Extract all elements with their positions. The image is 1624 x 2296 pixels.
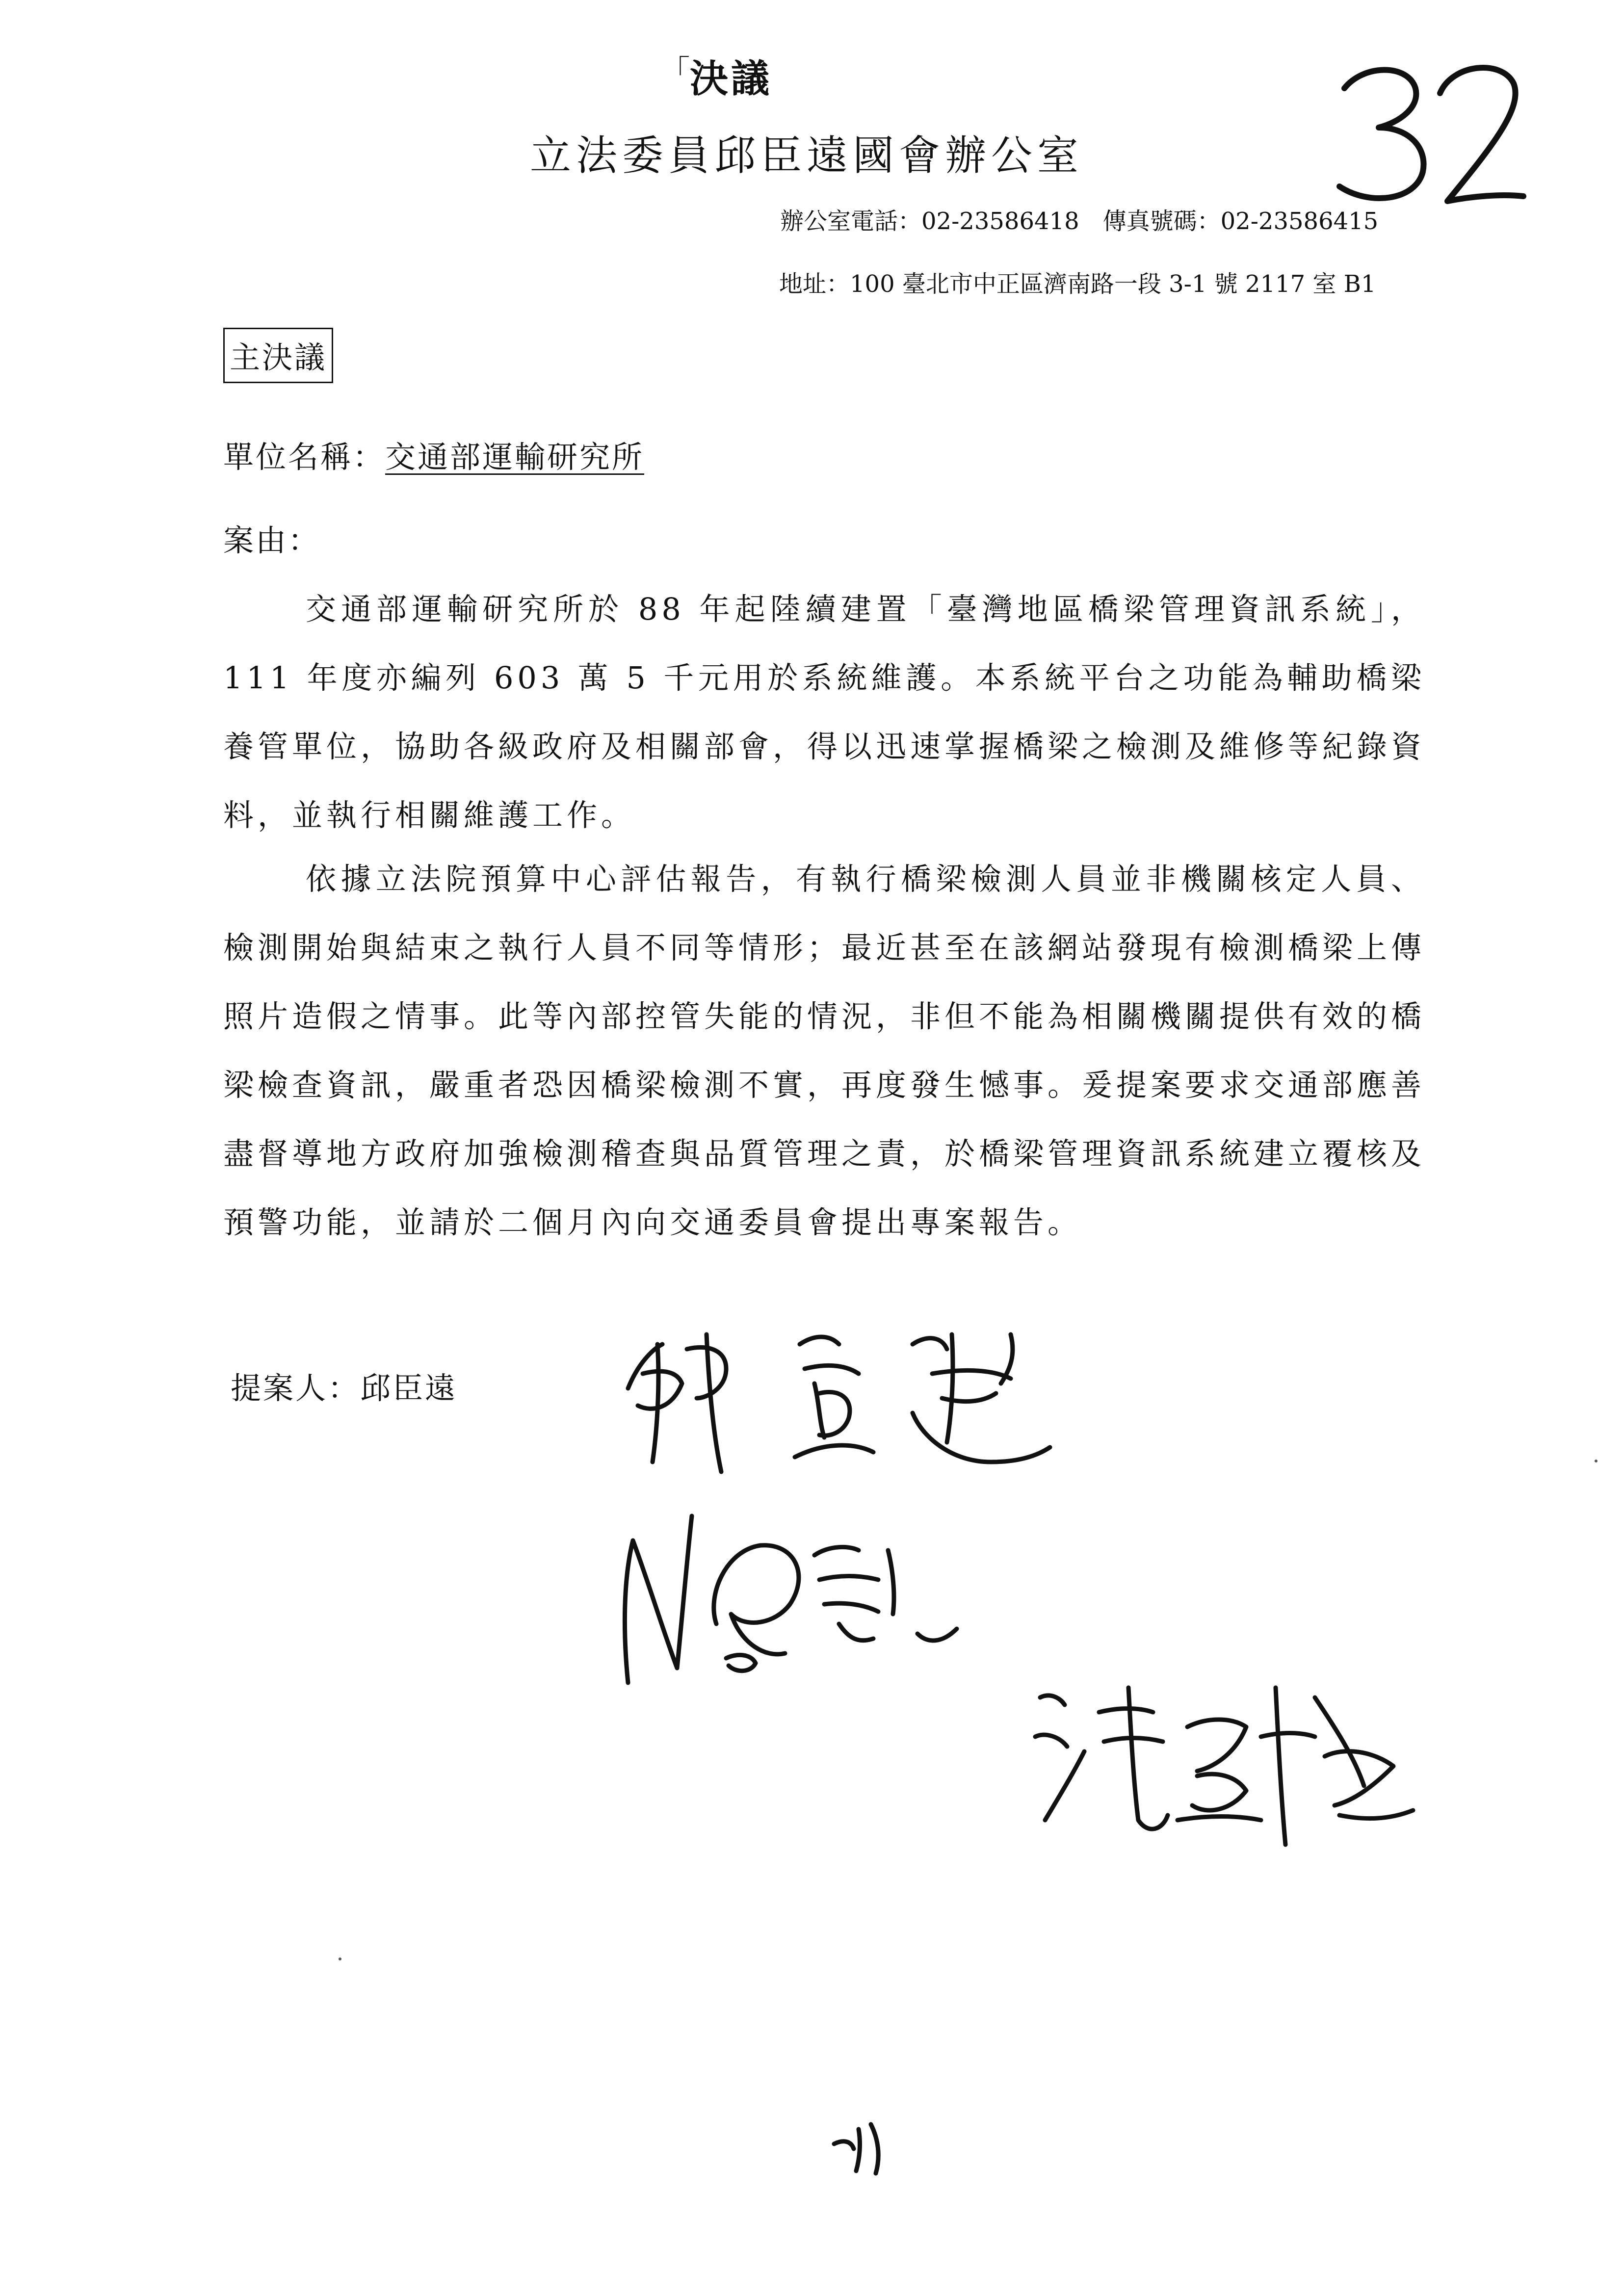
stamp-text: 決議: [690, 57, 773, 101]
unit-value: 交通部運輸研究所: [385, 439, 645, 475]
scan-speck: [339, 1957, 341, 1960]
phone-fax-line: 辦公室電話：02-23586418 傳真號碼：02-23586415: [780, 208, 1379, 235]
page-number-strokes: [1339, 68, 1523, 201]
reason-paragraph-2: 依據立法院預算中心評估報告，有執行橋梁檢測人員並非機關核定人員、檢測開始與結束之執行人員不同等情形；最近甚至在該網站發現有檢測橋梁上傳照片造假之情事。此等內部控管失能的情況，非但不能為相關機關提供有效的橋梁檢查資訊，嚴重者恐因橋梁檢測不實，再度發生憾事。爰提案要求交通部應善盡督導地方政府加強檢測稽查與品質管理之責，於橋梁管理資訊系統建立覆核及預警功能，並請於二個月內向交通委員會提出專案報告。: [223, 861, 1426, 1240]
unit-label: 單位名稱：: [223, 439, 386, 475]
proposer-line: [231, 1364, 457, 1408]
resolution-stamp: [660, 48, 772, 103]
signature-2: [603, 1496, 976, 1702]
proposer-name: 邱臣遠: [360, 1370, 458, 1406]
section-tag-main-resolution: 主決議: [223, 328, 333, 383]
signature-1: [608, 1315, 1060, 1482]
margin-handwritten-mark: [824, 2110, 903, 2178]
unit-line: [223, 433, 644, 476]
scan-speck: [1595, 1460, 1598, 1462]
signature-3: [1021, 1658, 1423, 1864]
address-line: 地址：100 臺北市中正區濟南路一段 3-1 號 2117 室 B1: [779, 270, 1376, 298]
proposer-label: 提案人：: [231, 1370, 361, 1406]
office-title: 立法委員邱臣遠國會辦公室: [530, 131, 1084, 180]
reason-heading: 案由：: [223, 522, 321, 558]
reason-paragraph-1: 交通部運輸研究所於 88 年起陸續建置「臺灣地區橋梁管理資訊系統」，111 年度亦編列 603 萬 5 千元用於系統維護。本系統平台之功能為輔助橋梁養管單位，協助各級政府及相關部會，得以迅速掌握橋梁之檢測及維修等紀錄資料，並執行相關維護工作。: [223, 591, 1426, 833]
handwritten-page-number: [1325, 54, 1531, 216]
stamp-bracket: 「: [660, 54, 693, 88]
